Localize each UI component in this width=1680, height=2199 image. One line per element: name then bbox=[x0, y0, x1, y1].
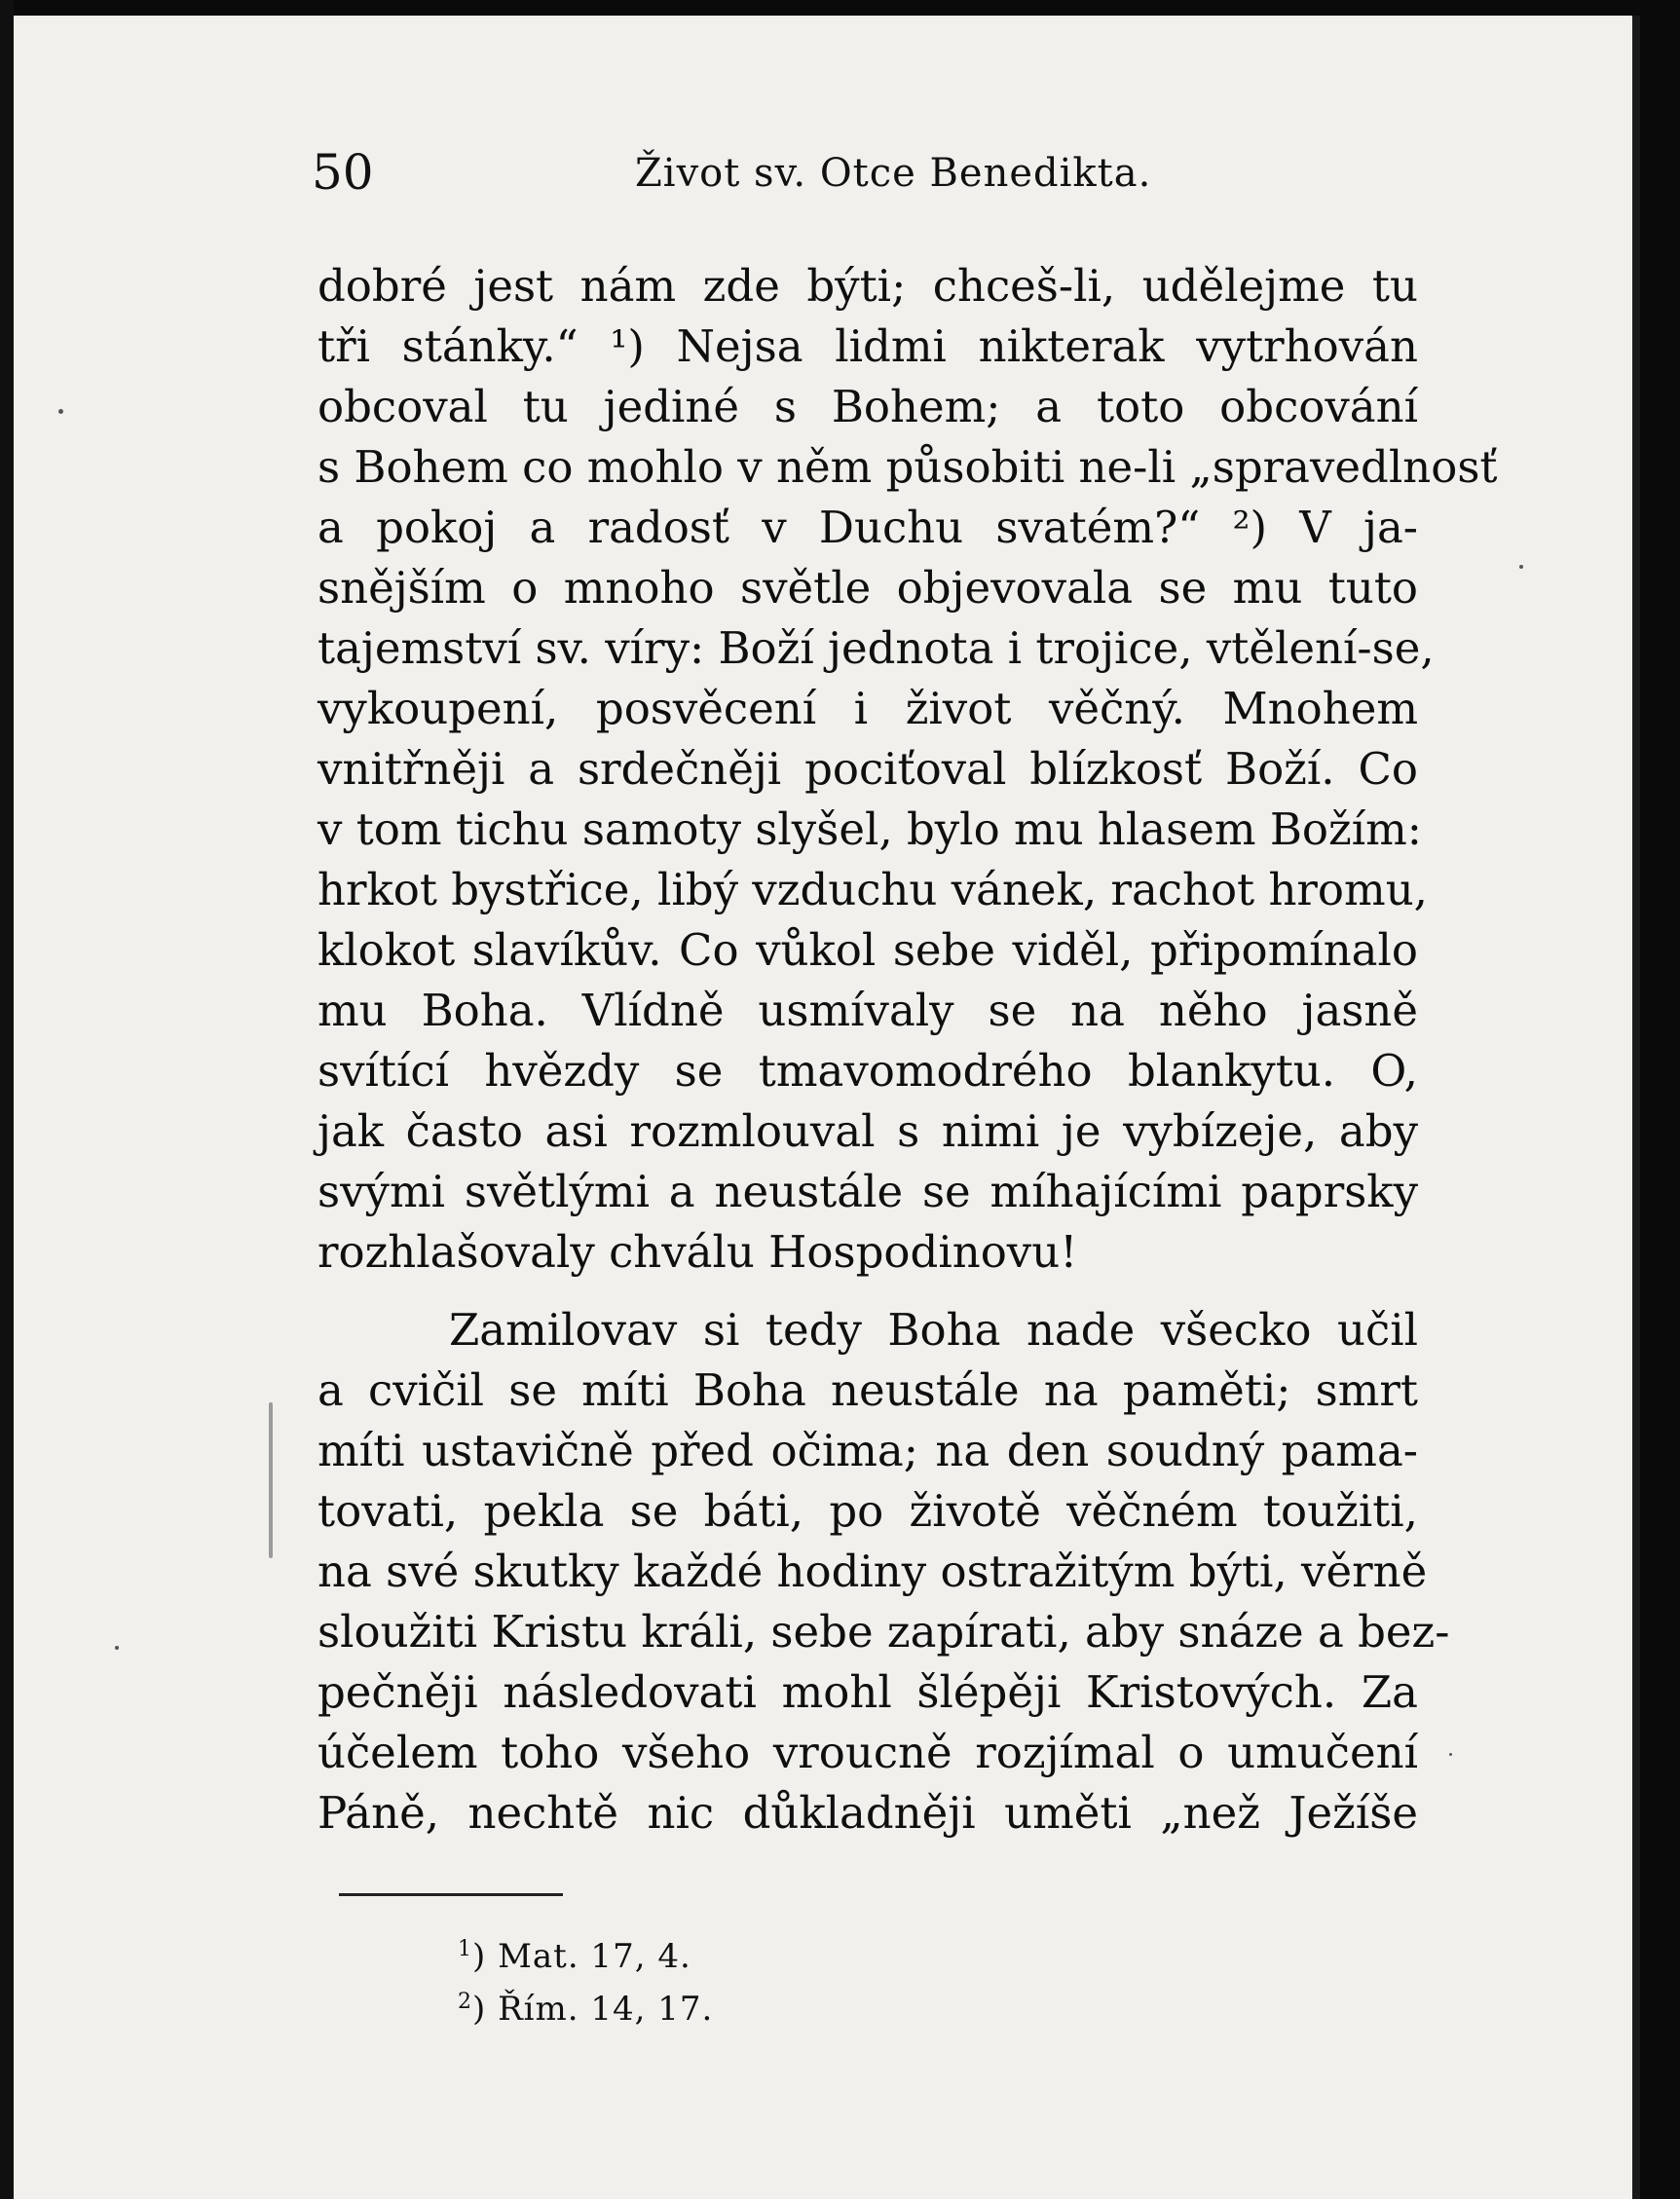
text-line: v tom tichu samoty slyšel, bylo mu hlasem Božím: bbox=[317, 803, 1422, 855]
text-line: s Bohem co mohlo v něm působiti ne-li „spravedlnosť bbox=[317, 441, 1498, 493]
text-line: hrkot bystřice, libý vzduchu vánek, rachot hromu, bbox=[317, 864, 1428, 915]
scan-speck bbox=[1449, 1753, 1452, 1756]
page-header bbox=[312, 138, 1432, 206]
text-line: snějším o mnoho světle objevovala se mu tuto bbox=[317, 562, 1418, 614]
scan-border-right-inner bbox=[1632, 16, 1640, 2199]
text-line: tovati, pekla se báti, po životě věčném toužiti, bbox=[317, 1485, 1418, 1537]
text-line: a pokoj a radosť v Duchu svatém?“ ²) V ja- bbox=[317, 502, 1418, 553]
paragraph-1 bbox=[317, 256, 1498, 1283]
text-line: obcoval tu jediné s Bohem; a toto obcování bbox=[317, 381, 1418, 432]
scan-speck bbox=[58, 409, 63, 414]
text-line: účelem toho všeho vroucně rozjímal o umučení bbox=[317, 1727, 1418, 1778]
scan-speck bbox=[115, 1646, 119, 1650]
body-text bbox=[317, 256, 1498, 1844]
footnote-marker: 1 bbox=[458, 1937, 472, 1961]
footnote-text: ) Mat. 17, 4. bbox=[472, 1937, 691, 1976]
scan-margin-mark bbox=[269, 1402, 273, 1558]
scan-border-right bbox=[1640, 0, 1680, 2199]
text-line: vykoupení, posvěcení i život věčný. Mnohem bbox=[317, 683, 1418, 734]
scan-speck bbox=[1519, 565, 1523, 569]
footnote-text: ) Řím. 14, 17. bbox=[472, 1990, 714, 2029]
text-line: pečněji následovati mohl šlépěji Kristových. Za bbox=[317, 1666, 1418, 1718]
text-line: klokot slavíkův. Co vůkol sebe viděl, připomínalo bbox=[317, 924, 1418, 976]
text-line: na své skutky každé hodiny ostražitým býti, věrně bbox=[317, 1546, 1428, 1597]
text-line: rozhlašovaly chválu Hospodinovu! bbox=[317, 1226, 1078, 1278]
text-line: svítící hvězdy se tmavomodrého blankytu. O, bbox=[317, 1045, 1418, 1097]
running-title: Život sv. Otce Benedikta. bbox=[635, 151, 1152, 196]
text-line: dobré jest nám zde býti; chceš-li, udělejme tu bbox=[317, 260, 1418, 312]
text-line: mu Boha. Vlídně usmívaly se na něho jasně bbox=[317, 985, 1418, 1036]
text-line: jak často asi rozmlouval s nimi je vybízeje, aby bbox=[317, 1105, 1418, 1157]
text-line: tři stánky.“ ¹) Nejsa lidmi nikterak vytrhován bbox=[317, 320, 1418, 372]
page-number: 50 bbox=[312, 144, 374, 201]
footnote-2 bbox=[458, 1976, 713, 2029]
footnote-1 bbox=[458, 1923, 713, 1976]
footnotes bbox=[458, 1923, 713, 2029]
text-line: svými světlými a neustále se míhajícími paprsky bbox=[317, 1166, 1418, 1217]
footnote-rule bbox=[339, 1893, 563, 1896]
text-line: vnitřněji a srdečněji pociťoval blízkosť Boží. Co bbox=[317, 743, 1418, 795]
scan-border-left bbox=[0, 0, 14, 2199]
text-line: míti ustavičně před očima; na den soudný pama- bbox=[317, 1425, 1418, 1476]
scan-border-top bbox=[0, 0, 1680, 16]
text-line: Páně, nechtě nic důkladněji uměti „než Ježíše bbox=[317, 1787, 1418, 1839]
text-line: a cvičil se míti Boha neustále na paměti; smrt bbox=[317, 1364, 1418, 1416]
text-line: sloužiti Kristu králi, sebe zapírati, aby snáze a bez- bbox=[317, 1606, 1450, 1658]
text-line: Zamilovav si tedy Boha nade všecko učil bbox=[449, 1304, 1418, 1356]
footnote-marker: 2 bbox=[458, 1990, 472, 2014]
text-line: tajemství sv. víry: Boží jednota i trojice, vtělení-se, bbox=[317, 622, 1435, 674]
paragraph-2 bbox=[317, 1300, 1450, 1844]
